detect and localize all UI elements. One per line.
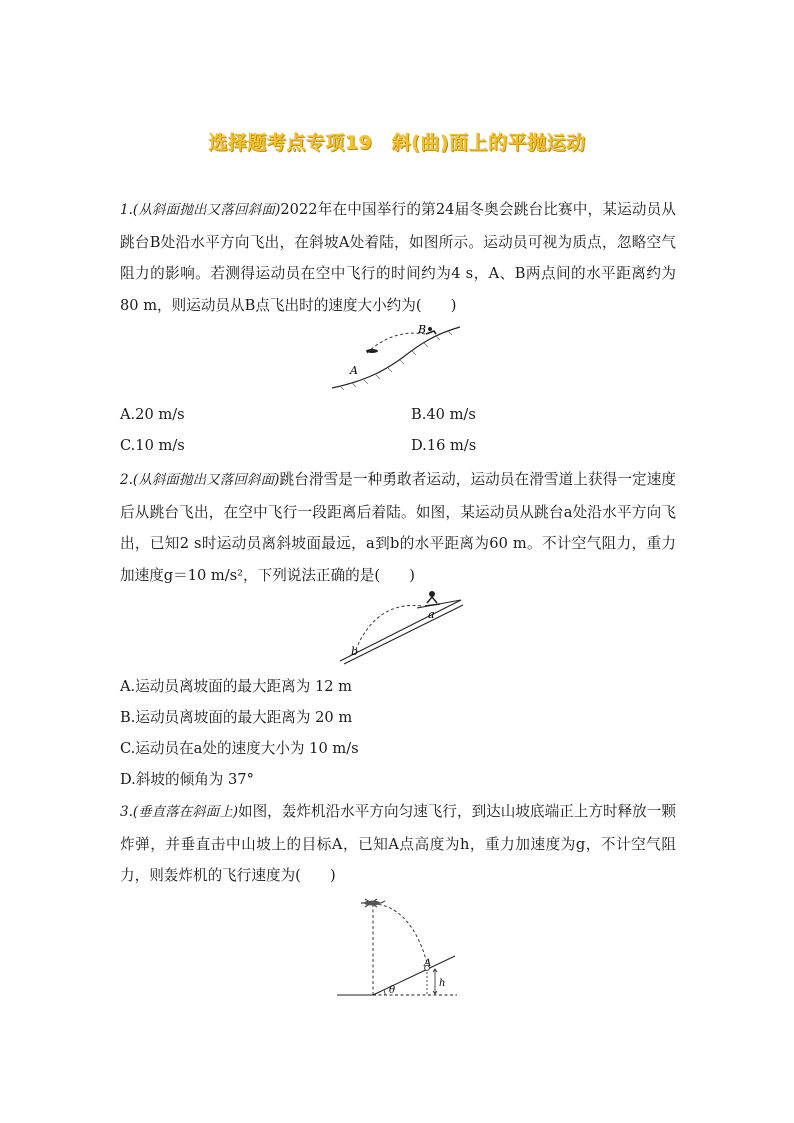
ski-jump-figure-1 — [330, 322, 470, 394]
slope-line-lower — [344, 605, 463, 664]
question-2 — [120, 464, 676, 591]
figure-3-label-theta: θ — [389, 985, 396, 996]
question-1 — [120, 194, 676, 321]
ski-jump-figure-2 — [335, 588, 465, 666]
figure-1-label-b: B — [418, 323, 427, 336]
trajectory-dashed — [355, 605, 421, 652]
question-3-text: 如图，轰炸机沿水平方向匀速飞行，到达山坡底端正上方时释放一颗炸弹，并垂直击中山坡上的目标A，已知A点高度为h，重力加速度为g，不计空气阻力，则轰炸机的飞行速度为( ) — [120, 803, 676, 884]
bomber-figure-3 — [335, 890, 470, 1002]
figure-2-label-b: b — [351, 645, 359, 658]
figure-2-label-a: a — [428, 608, 435, 621]
question-1-tag: 1.(从斜面抛出又落回斜面) — [120, 202, 281, 218]
question-3-tag: 3.(垂直落在斜面上) — [120, 804, 238, 820]
question-1-text: 2022年在中国举行的第24届冬奥会跳台比赛中，某运动员从跳台B处沿水平方向飞出，在斜坡A处着陆，如图所示。运动员可视为质点，忽略空气阻力的影响。若测得运动员在空中飞行的时间约为4 s，A、B两点间的水平距离约为80 m，则运动员从B点飞出时的速度大小约为( ) — [120, 201, 676, 314]
q1-option-d: D.16 m/s — [411, 437, 477, 454]
slope-line-upper — [340, 600, 461, 661]
question-2-text: 跳台滑雪是一种勇敢者运动，运动员在滑雪道上获得一定速度后从跳台飞出，在空中飞行一段距离后着陆。如图，某运动员从跳台a处沿水平方向飞出，已知2 s时运动员离斜坡面最远，a到b的水平距离为60 m。不计空气阻力，重力加速度g＝10 m/s²，下列说法正确的是( ) — [120, 471, 676, 584]
q2-option-d: D.斜坡的倾角为 37° — [120, 771, 254, 788]
q1-option-a: A.20 m/s — [120, 406, 185, 423]
question-3 — [120, 796, 676, 892]
bomb-trajectory — [373, 904, 427, 963]
figure-3-label-h: h — [439, 978, 446, 989]
question-2-tag: 2.(从斜面抛出又落回斜面) — [120, 472, 280, 488]
figure-3-label-a: A — [424, 958, 432, 969]
q1-option-b: B.40 m/s — [411, 406, 476, 423]
angle-arc — [384, 990, 385, 995]
skier-landing-icon — [366, 349, 378, 353]
skier-takeoff-icon — [426, 327, 436, 334]
figure-1-label-a: A — [350, 364, 358, 377]
q2-option-c: C.运动员在a处的速度大小为 10 m/s — [120, 740, 359, 757]
hill-slope — [373, 956, 455, 995]
q1-option-c: C.10 m/s — [120, 437, 185, 454]
q2-option-b: B.运动员离坡面的最大距离为 20 m — [120, 709, 353, 726]
q2-option-a: A.运动员离坡面的最大距离为 12 m — [120, 678, 352, 695]
page-title: 选择题考点专项19 斜(曲)面上的平抛运动 — [208, 132, 586, 154]
skier-icon — [425, 591, 440, 606]
